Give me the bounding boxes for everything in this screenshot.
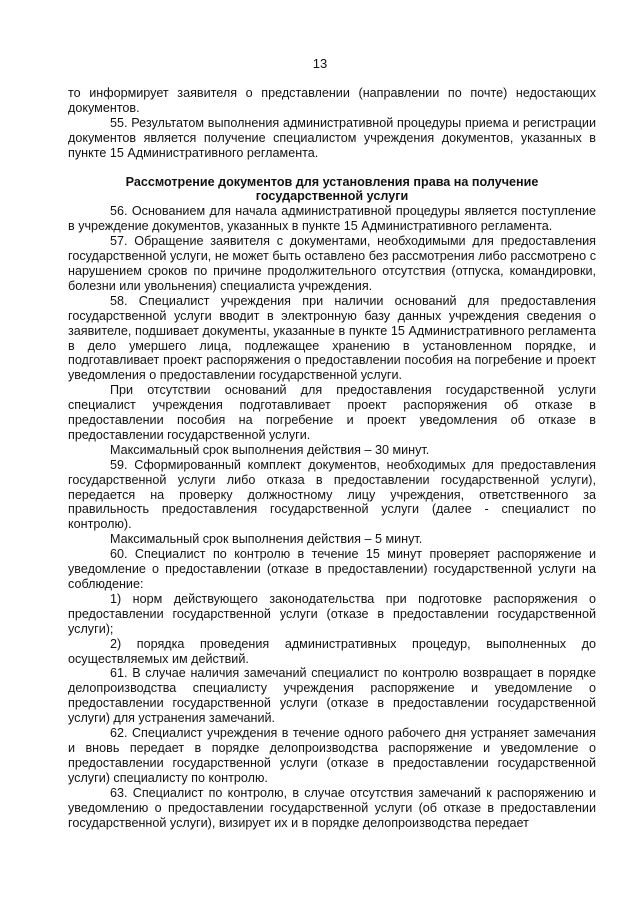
paragraph-time-limit-5: Максимальный срок выполнения действия – 5 минут. (110, 532, 423, 547)
paragraph-63: 63. Специалист по контролю, в случае отсутствия замечаний к распоряжению и уведомлению о предоставлении государственной услуги (об отказе в предоставлении государственной услуги), визирует их и в порядке делопроизводства передает (68, 785, 596, 830)
paragraph-59: 59. Сформированный комплект документов, необходимых для предоставления государственной услуги либо отказа в предоставлении государственной услуги), передается на проверку должностному лицу учреждения, ответственного за правильность предоставления государственной услуги (далее - специалист по контролю). (68, 457, 596, 532)
page-number: 13 (312, 56, 328, 71)
paragraph-57: 57. Обращение заявителя с документами, необходимыми для предоставления государственной услуги, не может быть оставлено без рассмотрения либо рассмотрено с нарушением сроков по причине продолжительного отсутствия (отпуска, командировки, болезни или увольнения) специалиста учреждения. (68, 234, 596, 293)
list-item-1: 1) норм действующего законодательства при подготовке распоряжения о предоставлении государственной услуги (отказе в предоставлении государственной услуги); (68, 591, 596, 636)
paragraph-56: 56. Основанием для начала административной процедуры является поступление в учреждение документов, указанных в пункте 15 Административного регламента. (68, 204, 596, 234)
paragraph-continuation: то информирует заявителя о представлении (направлении по почте) недостающих документов. (68, 86, 596, 115)
paragraph-58-refusal: При отсутствии оснований для предоставления государственной услуги специалист учреждения подготавливает проект распоряжения об отказе в предоставлении пособия на погребение и проект уведомления об отказе в предоставлении государственной услуги. (68, 383, 596, 442)
section-heading: Рассмотрение документов для установления права на получение государственной услуги (125, 174, 539, 204)
paragraph-58: 58. Специалист учреждения при наличии оснований для предоставления государственной услуги вводит в электронную базу данных учреждения сведения о заявителе, подшивает документы, указанные в пункте 15 Административного регламента в дело умершего лица, подлежащее хранению в установленном порядке, и подготавливает проект распоряжения о предоставлении пособия на погребение и проект уведомления о предоставлении государственной услуги. (68, 293, 596, 383)
paragraph-61: 61. В случае наличия замечаний специалист по контролю возвращает в порядке делопроизводства специалисту учреждения распоряжение и уведомление о предоставлении государственной услуги (отказе в предоставлении государственной услуги) для устранения замечаний. (68, 666, 596, 726)
paragraph-60: 60. Специалист по контролю в течение 15 минут проверяет распоряжение и уведомление о предоставлении (отказе в предоставлении) государственной услуги на соблюдение: (68, 547, 596, 591)
document-body (68, 86, 596, 830)
list-item-2: 2) порядка проведения административных процедур, выполненных до осуществляемых им действий. (68, 636, 596, 666)
paragraph-time-limit-30: Максимальный срок выполнения действия – 30 минут. (110, 442, 430, 457)
paragraph-62: 62. Специалист учреждения в течение одного рабочего дня устраняет замечания и вновь передает в порядке делопроизводства распоряжение и уведомление о предоставлении государственной услуги (отказе в предоставлении государственной услуги) специалисту по контролю. (68, 726, 596, 785)
paragraph-55: 55. Результатом выполнения административной процедуры приема и регистрации документов является получение специалистом учреждения документов, указанных в пункте 15 Административного регламента. (68, 115, 596, 160)
